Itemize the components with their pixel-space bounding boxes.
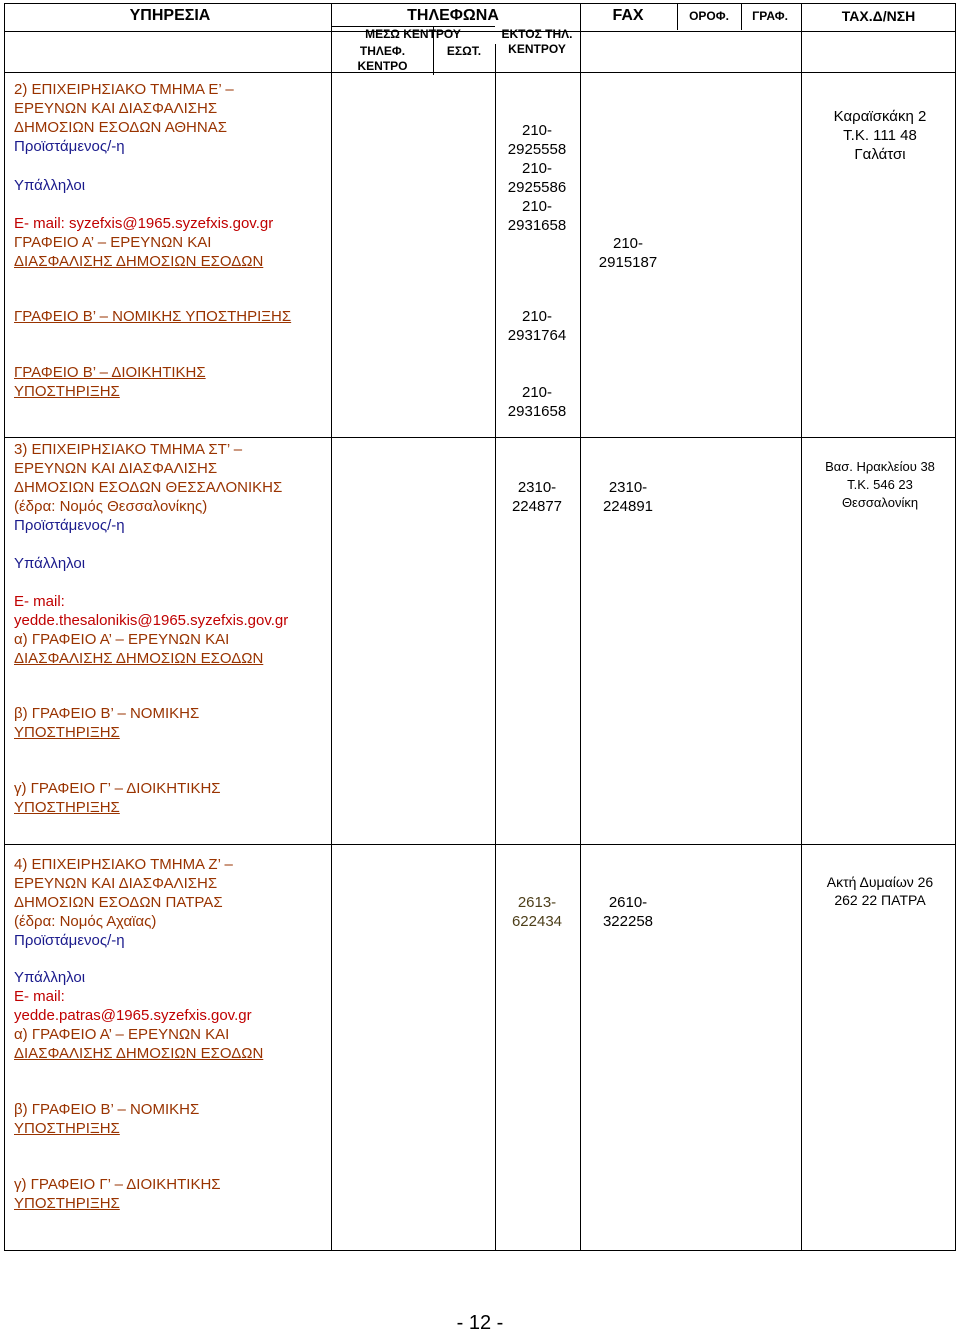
- office-c-line: γ) ΓΡΑΦΕΙΟ Γ’ – ΔΙΟΙΚΗΤΙΚΗΣ: [14, 1176, 221, 1193]
- col-divider: [580, 4, 581, 1250]
- section4-fax: [580, 893, 676, 931]
- col-divider: [801, 4, 802, 1250]
- section2-staff: Υπάλληλοι: [14, 177, 86, 194]
- header-service: ΥΠΗΡΕΣΙΑ: [129, 7, 211, 24]
- section3-fax: [580, 478, 676, 516]
- fax-line: 2610-: [608, 894, 648, 911]
- section4-title: [14, 855, 233, 931]
- section3-head: Προϊστάμενος/-η: [14, 517, 125, 534]
- section3-title-line: 3) ΕΠΙΧΕΙΡΗΣΙΑΚΟ ΤΜΗΜΑ ΣΤ’ –: [14, 441, 243, 458]
- section4-title-line: (έδρα: Νομός Αχαϊας): [14, 913, 157, 930]
- section4-staff: Υπάλληλοι: [14, 969, 86, 986]
- email-label: E- mail:: [14, 988, 65, 1005]
- office-a-line: α) ΓΡΑΦΕΙΟ Α’ – ΕΡΕΥΝΩΝ ΚΑΙ: [14, 1026, 230, 1043]
- section4-address: [805, 873, 955, 909]
- section3-address: [805, 458, 955, 512]
- header-fax: FAX: [612, 7, 644, 24]
- office-b-admin-line: ΓΡΑΦΕΙΟ Β’ – ΔΙΟΙΚΗΤΙΚΗΣ: [14, 364, 206, 381]
- section2-email[interactable]: E- mail: syzefxis@1965.syzefxis.gov.gr: [14, 215, 274, 232]
- header-office: ΓΡΑΦ.: [752, 9, 788, 23]
- office-a-line: ΔΙΑΣΦΑΛΙΣΗΣ ΔΗΜΟΣΙΩΝ ΕΣΟΔΩΝ: [14, 253, 264, 270]
- address-line: Γαλάτσι: [854, 146, 906, 163]
- fax-line: 2915187: [598, 254, 658, 271]
- address-line: Τ.Κ. 546 23: [847, 477, 913, 492]
- section3-email-block: [14, 592, 288, 630]
- section2-title: [14, 80, 234, 137]
- section4-office-a: [14, 1025, 263, 1063]
- office-b-admin-line: ΥΠΟΣΤΗΡΙΞΗΣ: [14, 383, 120, 400]
- header-outside-center: ΕΚΤΟΣ ΤΗΛ. ΚΕΝΤΡΟΥ: [501, 27, 573, 56]
- header-center-phone: ΤΗΛΕΦ. ΚΕΝΤΡΟ: [357, 44, 408, 73]
- phone-line: 210-: [521, 122, 553, 139]
- office-b-line: ΥΠΟΣΤΗΡΙΞΗΣ: [14, 1120, 120, 1137]
- office-b-line: ΥΠΟΣΤΗΡΙΞΗΣ: [14, 724, 120, 741]
- phone-line: 210-: [521, 198, 553, 215]
- office-b-line: β) ΓΡΑΦΕΙΟ Β’ – ΝΟΜΙΚΗΣ: [14, 1101, 200, 1118]
- section2-office-b-admin-phone: [495, 383, 579, 421]
- section3-title-line: ΕΡΕΥΝΩΝ ΚΑΙ ΔΙΑΣΦΑΛΙΣΗΣ: [14, 460, 218, 477]
- office-c-line: γ) ΓΡΑΦΕΙΟ Γ’ – ΔΙΟΙΚΗΤΙΚΗΣ: [14, 780, 221, 797]
- section3-title-line: ΔΗΜΟΣΙΩΝ ΕΣΟΔΩΝ ΘΕΣΣΑΛΟΝΙΚΗΣ: [14, 479, 283, 496]
- phone-line: 2931658: [507, 403, 567, 420]
- section2-title-line: 2) ΕΠΙΧΕΙΡΗΣΙΑΚΟ ΤΜΗΜΑ Ε’ –: [14, 81, 234, 98]
- section3-office-b: [14, 704, 199, 742]
- address-line: Βασ. Ηρακλείου 38: [825, 459, 935, 474]
- section3-email[interactable]: yedde.thesalonikis@1965.syzefxis.gov.gr: [14, 612, 289, 629]
- office-b-line: β) ΓΡΑΦΕΙΟ Β’ – ΝΟΜΙΚΗΣ: [14, 705, 200, 722]
- phone-line: 210-: [521, 160, 553, 177]
- phone-line: 210-: [521, 308, 553, 325]
- section2-office-b-legal: ΓΡΑΦΕΙΟ Β’ – ΝΟΜΙΚΗΣ ΥΠΟΣΤΗΡΙΞΗΣ: [14, 308, 292, 325]
- phone-line: 2931764: [507, 327, 567, 344]
- section2-phones: [495, 121, 579, 235]
- section3-office-a: [14, 630, 263, 668]
- phone-line: 2310-: [517, 479, 557, 496]
- office-a-line: α) ΓΡΑΦΕΙΟ Α’ – ΕΡΕΥΝΩΝ ΚΑΙ: [14, 631, 230, 648]
- phone-line: 210-: [521, 384, 553, 401]
- section4-office-b: [14, 1100, 199, 1138]
- section4-title-line: ΔΗΜΟΣΙΩΝ ΕΣΟΔΩΝ ΠΑΤΡΑΣ: [14, 894, 223, 911]
- section4-phone: [495, 893, 579, 931]
- section2-office-b-legal-phone: [495, 307, 579, 345]
- address-line: Θεσσαλονίκη: [841, 495, 919, 510]
- section3-office-c: [14, 779, 221, 817]
- col-divider: [331, 4, 332, 1250]
- section4-email[interactable]: yedde.patras@1965.syzefxis.gov.gr: [14, 1007, 252, 1024]
- address-line: Τ.Κ. 111 48: [843, 127, 917, 144]
- office-a-line: ΓΡΑΦΕΙΟ Α’ – ΕΡΕΥΝΩΝ ΚΑΙ: [14, 234, 212, 251]
- section2-title-line: ΕΡΕΥΝΩΝ ΚΑΙ ΔΙΑΣΦΑΛΙΣΗΣ: [14, 100, 218, 117]
- header-internal: ΕΣΩΤ.: [446, 44, 482, 58]
- page-number: - 12 -: [456, 1312, 504, 1334]
- address-line: Ακτή Δυμαίων 26: [826, 874, 934, 890]
- section4-email-block: [14, 987, 252, 1025]
- section2-title-line: ΔΗΜΟΣΙΩΝ ΕΣΟΔΩΝ ΑΘΗΝΑΣ: [14, 119, 228, 136]
- section3-phone: [495, 478, 579, 516]
- header-address: ΤΑΧ.Δ/ΝΣΗ: [841, 8, 916, 24]
- section-rule: [5, 844, 955, 845]
- phone-line: 224877: [511, 498, 563, 515]
- header-bottom-rule: [5, 72, 955, 73]
- office-c-line: ΥΠΟΣΤΗΡΙΞΗΣ: [14, 799, 120, 816]
- email-label: E- mail:: [14, 593, 65, 610]
- phone-line: 2925586: [507, 179, 567, 196]
- section4-office-c: [14, 1175, 221, 1213]
- address-line: 262 22 ΠΑΤΡΑ: [834, 892, 926, 908]
- section4-title-line: ΕΡΕΥΝΩΝ ΚΑΙ ΔΙΑΣΦΑΛΙΣΗΣ: [14, 875, 218, 892]
- phone-line: 2613-: [517, 894, 557, 911]
- phone-line: 2931658: [507, 217, 567, 234]
- section2-office-a: [14, 233, 263, 271]
- fax-line: 2310-: [608, 479, 648, 496]
- section3-title: [14, 440, 282, 516]
- office-a-line: ΔΙΑΣΦΑΛΙΣΗΣ ΔΗΜΟΣΙΩΝ ΕΣΟΔΩΝ: [14, 650, 264, 667]
- fax-line: 224891: [602, 498, 654, 515]
- section4-title-line: 4) ΕΠΙΧΕΙΡΗΣΙΑΚΟ ΤΜΗΜΑ Ζ’ –: [14, 856, 233, 873]
- section2-head: Προϊστάμενος/-η: [14, 138, 125, 155]
- phone-line: 622434: [511, 913, 563, 930]
- section-rule: [5, 437, 955, 438]
- office-c-line: ΥΠΟΣΤΗΡΙΞΗΣ: [14, 1195, 120, 1212]
- address-line: Καραϊσκάκη 2: [833, 108, 927, 125]
- header-via-center: ΜΕΣΩ ΚΕΝΤΡΟΥ: [365, 27, 461, 41]
- phone-line: 2925558: [507, 141, 567, 158]
- section2-address: [805, 107, 955, 164]
- section2-office-b-admin: [14, 363, 206, 401]
- office-a-line: ΔΙΑΣΦΑΛΙΣΗΣ ΔΗΜΟΣΙΩΝ ΕΣΟΔΩΝ: [14, 1045, 264, 1062]
- section3-staff: Υπάλληλοι: [14, 555, 86, 572]
- fax-line: 322258: [602, 913, 654, 930]
- section2-fax: [580, 234, 676, 272]
- header-phones: ΤΗΛΕΦΩΝΑ: [407, 7, 499, 24]
- section4-head: Προϊστάμενος/-η: [14, 932, 125, 949]
- fax-line: 210-: [612, 235, 644, 252]
- header-floor: ΟΡΟΦ.: [689, 9, 729, 23]
- section3-title-line: (έδρα: Νομός Θεσσαλονίκης): [14, 498, 208, 515]
